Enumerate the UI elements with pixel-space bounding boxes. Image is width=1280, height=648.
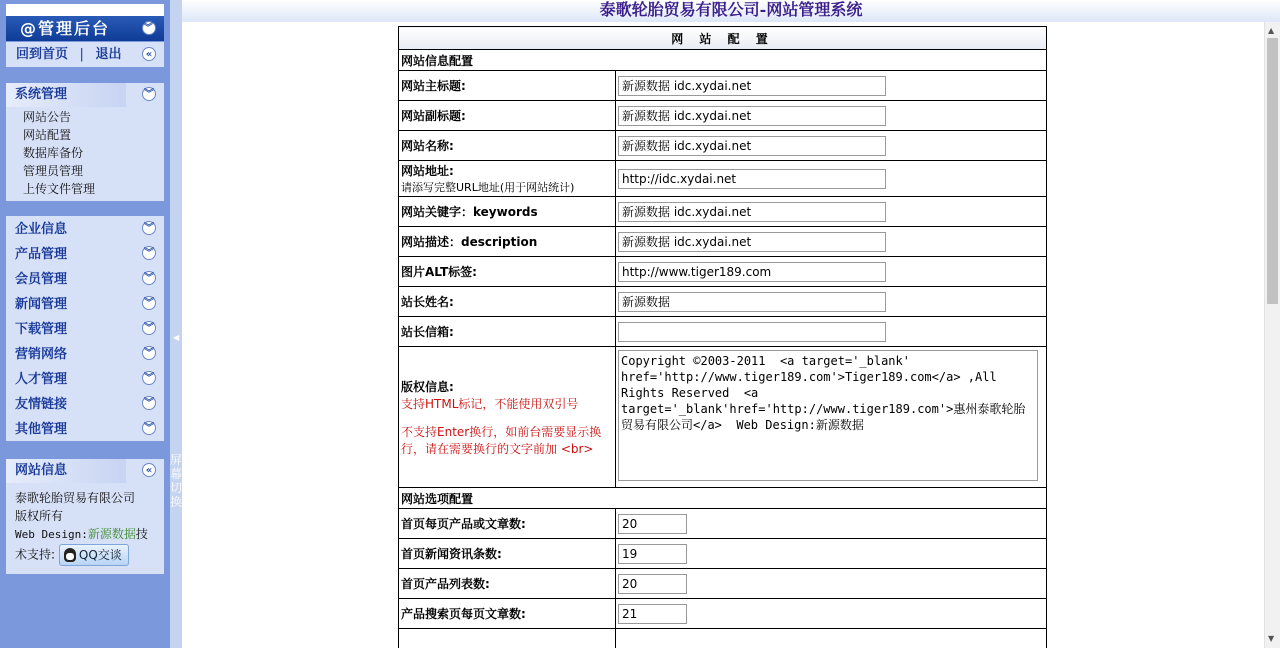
field-label: 网站名称: xyxy=(399,131,616,161)
section-site-options: 网站选项配置 xyxy=(399,488,1047,509)
chevron-down-icon[interactable]: ︾ xyxy=(144,423,154,434)
chevron-down-icon[interactable]: ︾ xyxy=(144,248,154,259)
table-row xyxy=(399,101,1047,131)
system-panel-header xyxy=(6,83,164,107)
qq-chat-button[interactable]: QQ交谈 xyxy=(59,544,129,566)
site-info-body xyxy=(6,483,164,570)
field-hint: 请添写完整URL地址(用于网站统计) xyxy=(401,181,575,194)
field-label: 网站描述：description xyxy=(399,227,616,257)
sidebar-item-admin-manage[interactable]: 管理员管理 xyxy=(23,164,84,178)
collapse-all-icon[interactable]: ︾ xyxy=(143,23,155,34)
field-label: 产品搜索页每页文章数: xyxy=(399,599,616,629)
field-label: 图片ALT标签: xyxy=(399,257,616,287)
chevron-down-icon[interactable]: ︾ xyxy=(144,89,154,100)
table-row xyxy=(399,227,1047,257)
scroll-up-icon[interactable]: ▲ xyxy=(1268,26,1275,35)
sidebar-quick-links xyxy=(6,42,164,67)
chevron-down-icon[interactable]: ︾ xyxy=(144,323,154,334)
field-label: 首页每页产品或文章数: xyxy=(399,509,616,539)
field-label: 站长信箱: xyxy=(399,317,616,347)
site-url-input[interactable] xyxy=(618,169,886,189)
site-info-header xyxy=(6,459,164,483)
penguin-icon xyxy=(64,548,76,562)
link-separator: | xyxy=(79,47,84,62)
field-label: 站长姓名: xyxy=(399,287,616,317)
home-products-input[interactable] xyxy=(618,514,687,534)
table-row xyxy=(399,539,1047,569)
field-label: 网站关键字：keywords xyxy=(399,197,616,227)
field-label: 首页新闻资讯条数: xyxy=(399,539,616,569)
tech-support: 术支持: QQ交谈 xyxy=(15,544,156,566)
collapse-info-icon[interactable]: « xyxy=(142,463,156,477)
section-site-info: 网站信息配置 xyxy=(399,50,1047,71)
field-label: 网站主标题: xyxy=(399,71,616,101)
system-panel xyxy=(6,83,164,201)
page-title: 泰歌轮胎贸易有限公司-网站管理系统 xyxy=(599,0,863,19)
field-label: 网站地址: xyxy=(401,164,454,178)
sidebar-title xyxy=(6,16,164,41)
sidebar-group-links[interactable]: 友情链接 ︾ xyxy=(15,397,154,412)
table-row xyxy=(399,287,1047,317)
design-credit: Web Design:新源数据技 xyxy=(15,527,148,541)
screen-splitter[interactable] xyxy=(170,0,182,648)
copyright-hint-newline: 不支持Enter换行，如前台需要显示换行，请在需要换行的文字前加 <br> xyxy=(401,424,602,456)
sidebar-group-news[interactable]: 新闻管理 ︾ xyxy=(15,297,154,312)
copyright-hint-html: 支持HTML标记，不能使用双引号 xyxy=(401,396,579,411)
home-news-input[interactable] xyxy=(618,544,687,564)
system-panel-title[interactable]: 系统管理 xyxy=(15,87,68,102)
site-config-table xyxy=(398,26,1047,648)
sidebar-header-strip xyxy=(6,4,164,16)
site-name-input[interactable] xyxy=(618,136,886,156)
sub-title-input[interactable] xyxy=(618,106,886,126)
sidebar-group-marketing[interactable]: 营销网络 ︾ xyxy=(15,347,154,362)
table-row xyxy=(399,71,1047,101)
chevron-down-icon[interactable]: ︾ xyxy=(144,298,154,309)
chevron-down-icon[interactable]: ︾ xyxy=(144,223,154,234)
logout-link[interactable]: 退出 xyxy=(95,47,122,62)
sidebar-group-talent[interactable]: 人才管理 ︾ xyxy=(15,372,154,387)
sidebar-item-announcement[interactable]: 网站公告 xyxy=(23,110,72,124)
sidebar xyxy=(0,0,170,648)
rights-text: 版权所有 xyxy=(15,509,64,523)
table-row xyxy=(399,629,1047,648)
copyright-textarea[interactable] xyxy=(618,350,1038,481)
site-info-title: 网站信息 xyxy=(15,463,68,478)
field-label: 版权信息: xyxy=(401,379,454,394)
sidebar-group-other[interactable]: 其他管理 ︾ xyxy=(15,422,154,437)
chevron-down-icon[interactable]: ︾ xyxy=(144,373,154,384)
vertical-scrollbar[interactable] xyxy=(1264,22,1280,648)
collapse-links-icon[interactable]: « xyxy=(142,47,156,61)
table-row xyxy=(399,317,1047,347)
site-info-panel xyxy=(6,459,164,574)
field-label: 网站副标题: xyxy=(399,101,616,131)
arrow-left-icon[interactable]: ◀ xyxy=(173,333,180,342)
screen-switch-label[interactable]: 屏幕切换 xyxy=(170,453,183,509)
sidebar-item-db-backup[interactable]: 数据库备份 xyxy=(23,146,84,160)
page-header xyxy=(182,0,1280,22)
main-content xyxy=(182,22,1264,648)
chevron-down-icon[interactable]: ︾ xyxy=(144,348,154,359)
table-row xyxy=(399,161,1047,197)
table-row xyxy=(399,599,1047,629)
chevron-down-icon[interactable]: ︾ xyxy=(144,273,154,284)
form-title: 网 站 配 置 xyxy=(399,27,1047,50)
sidebar-group-members[interactable]: 会员管理 ︾ xyxy=(15,272,154,287)
main-title-input[interactable] xyxy=(618,76,886,96)
sidebar-group-products[interactable]: 产品管理 ︾ xyxy=(15,247,154,262)
designer-name: 新源数据 xyxy=(87,527,136,541)
table-row xyxy=(399,509,1047,539)
field-label: 首页产品列表数: xyxy=(399,569,616,599)
search-per-page-input[interactable] xyxy=(618,604,687,624)
description-input[interactable] xyxy=(618,232,886,252)
home-product-list-input[interactable] xyxy=(618,574,687,594)
scrollbar-thumb[interactable] xyxy=(1267,38,1278,304)
table-row xyxy=(399,257,1047,287)
company-name: 泰歌轮胎贸易有限公司 xyxy=(15,491,136,505)
table-row xyxy=(399,131,1047,161)
sidebar-item-site-config[interactable]: 网站配置 xyxy=(23,128,72,142)
webmaster-name-input[interactable] xyxy=(618,292,886,312)
sidebar-title-text: @管理后台 xyxy=(20,19,111,38)
webmaster-email-input[interactable] xyxy=(618,322,886,342)
home-link[interactable]: 回到首页 xyxy=(16,47,69,62)
keywords-input[interactable] xyxy=(618,202,886,222)
table-row xyxy=(399,569,1047,599)
scroll-down-icon[interactable]: ▼ xyxy=(1268,634,1275,643)
sidebar-group-company[interactable]: 企业信息 ︾ xyxy=(15,222,154,237)
table-row xyxy=(399,347,1047,488)
table-row xyxy=(399,197,1047,227)
sidebar-item-upload-manage[interactable]: 上传文件管理 xyxy=(23,182,96,196)
chevron-down-icon[interactable]: ︾ xyxy=(144,398,154,409)
img-alt-input[interactable] xyxy=(618,262,886,282)
sidebar-group-downloads[interactable]: 下载管理 ︾ xyxy=(15,322,154,337)
modules-panel xyxy=(6,216,164,441)
